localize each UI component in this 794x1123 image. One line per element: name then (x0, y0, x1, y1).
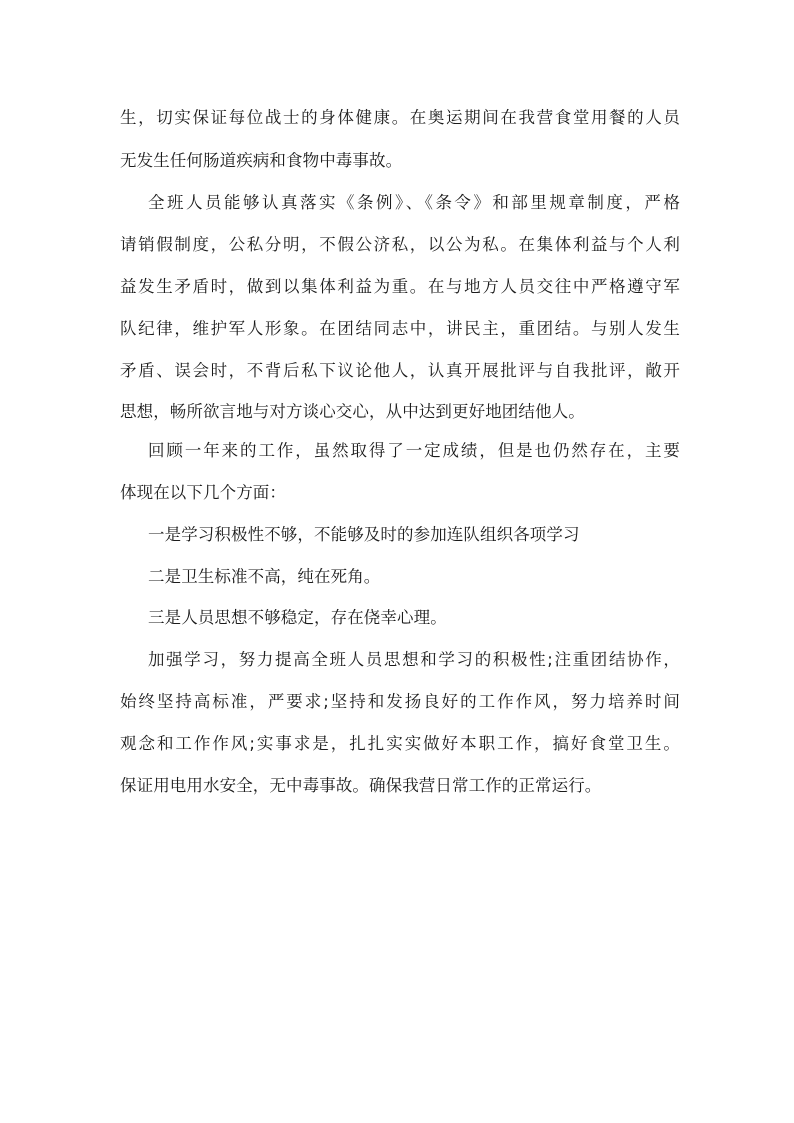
text-line: 保证用电用水安全，无中毒事故。确保我营日常工作的正常运行。 (120, 776, 602, 795)
text-line: 体现在以下几个方面： (120, 483, 286, 502)
text-line: 无发生任何肠道疾病和食物中毒事故。 (120, 151, 403, 170)
text-line: 请销假制度，公私分明，不假公济私，以公为私。在集体利益与个人利 (120, 235, 680, 254)
list-item: 二是卫生标准不高，纯在死角。 (148, 567, 381, 586)
text-line: 始终坚持高标准，严要求;坚持和发扬良好的工作作风，努力培养时间 (120, 692, 680, 711)
text-line: 益发生矛盾时，做到以集体利益为重。在与地方人员交往中严格遵守军 (120, 277, 680, 296)
text-line: 矛盾、误会时，不背后私下议论他人，认真开展批评与自我批评，敞开 (120, 361, 680, 380)
paragraph-first-line: 回顾一年来的工作，虽然取得了一定成绩，但是也仍然存在，主要 (148, 441, 680, 460)
paragraph-first-line: 全班人员能够认真落实《条例》、《条令》和部里规章制度，严格 (148, 193, 680, 212)
text-line: 队纪律，维护军人形象。在团结同志中，讲民主，重团结。与别人发生 (120, 319, 680, 338)
text-line: 观念和工作作风;实事求是，扎扎实实做好本职工作，搞好食堂卫生。 (120, 734, 680, 753)
paragraph-first-line: 加强学习，努力提高全班人员思想和学习的积极性;注重团结协作， (148, 650, 680, 669)
list-item: 三是人员思想不够稳定，存在侥幸心理。 (148, 608, 447, 627)
list-item: 一是学习积极性不够，不能够及时的参加连队组织各项学习 (148, 525, 580, 544)
text-line: 思想，畅所欲言地与对方谈心交心，从中达到更好地团结他人。 (120, 402, 585, 421)
text-line: 生，切实保证每位战士的身体健康。在奥运期间在我营食堂用餐的人员 (120, 108, 680, 127)
